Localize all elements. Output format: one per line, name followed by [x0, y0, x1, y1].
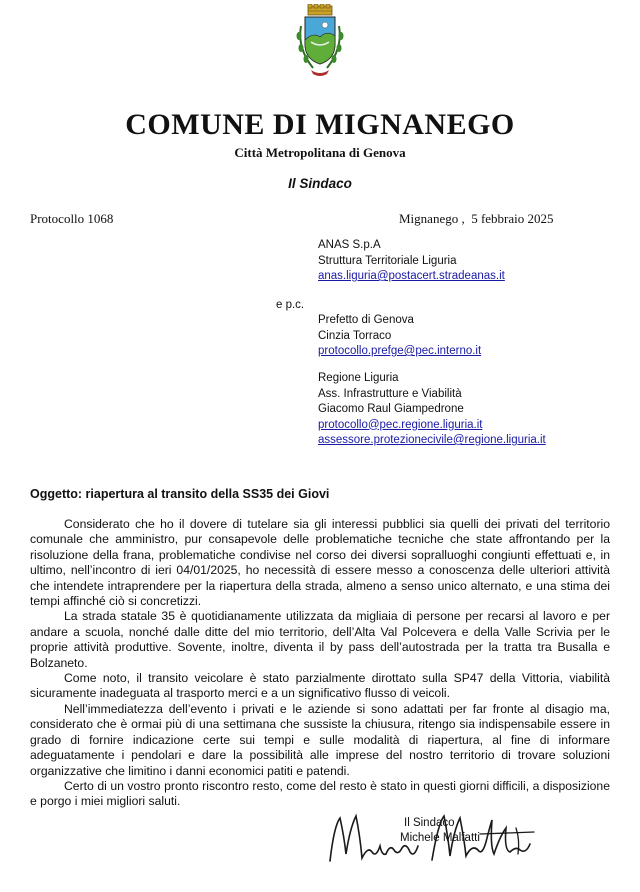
sender-role: Il Sindaco	[288, 176, 352, 191]
body-paragraph: Certo di un vostro pronto riscontro resto, come del resto è stato in questi giorni difficili, a disposizione e porgo i miei migliori saluti.	[30, 778, 610, 809]
municipality-title: COMUNE DI MIGNANEGO	[125, 108, 515, 141]
recipient-line: Prefetto di Genova	[318, 314, 414, 326]
recipient-line: Giacomo Raul Giampedrone	[318, 403, 464, 415]
signature-block	[400, 816, 480, 846]
cc-label: e p.c.	[276, 299, 305, 311]
recipient-anas	[318, 238, 505, 285]
recipient-line: Cinzia Torraco	[318, 329, 392, 342]
recipient-email-link[interactable]: anas.liguria@postacert.stradeanas.it	[318, 270, 505, 282]
signer-role: Il Sindaco	[404, 817, 455, 829]
recipient-email-link[interactable]: protocollo.prefge@pec.interno.it	[318, 345, 482, 357]
letter-body	[30, 517, 610, 810]
recipient-line: Struttura Territoriale Liguria	[318, 254, 457, 267]
place-date: Mignanego , 5 febbraio 2025	[399, 211, 554, 226]
subject-text: Oggetto: riapertura al transito della SS35 dei Giovi	[30, 487, 330, 501]
protocol-number: Protocollo 1068	[30, 211, 114, 226]
metropolitan-city-subtitle: Città Metropolitana di Genova	[234, 145, 406, 160]
signer-name: Michele Malfatti	[400, 832, 480, 844]
recipient-line: Regione Liguria	[318, 372, 399, 384]
body-paragraph: Come noto, il transito veicolare è stato parzialmente dirottato sulla SP47 della Vittoria, viabilità sicuramente inadeguata al trasporto merci e a un significativo flusso di veicoli.	[30, 671, 610, 701]
recipient-line: ANAS S.p.A	[318, 239, 381, 251]
body-paragraph: Nell’immediatezza dell’evento i privati e le aziende si sono adattati per far fronte al disagio ma, considerato che è ormai più di una settimana che sussiste la chiusura, ritengo sia indispensabile essere in grado di fornire indicazione certe sui tempi e sulle modalità di riapertura, al fine di informare adeguatamente i pendolari e dare la possibilità alle imprese del nostro territorio di trovare soluzioni organizzative che limitino i danni economici patiti e patendi.	[30, 701, 610, 778]
recipient-regione	[318, 371, 546, 449]
recipient-line: Ass. Infrastrutture e Viabilità	[318, 387, 462, 400]
recipient-prefetto	[318, 313, 481, 360]
body-paragraph: La strada statale 35 è quotidianamente utilizzata da migliaia di persone per recarsi al lavoro e per andare a scuola, nonché dalle ditte del mio territorio, dell’Alta Val Polcevera e della Valle Scrivia per le proprie attività produttive. Sovente, inoltre, diventa il by pass dell’autostrada per la tratta tra Busalla e Bolzaneto.	[30, 609, 610, 670]
recipient-email-link[interactable]: protocollo@pec.regione.liguria.it	[318, 418, 483, 431]
recipient-email-link[interactable]: assessore.protezionecivile@regione.liguria.it	[318, 434, 546, 446]
subject-line	[30, 487, 329, 501]
municipal-crest-icon	[293, 4, 347, 78]
body-paragraph: Considerato che ho il dovere di tutelare sia gli interessi pubblici sia quelli dei privati del territorio comunale che amministro, pur consapevole delle problematiche tecniche che state affrontando per la risoluzione della frana, problematiche condivise nel corso dei diversi sopralluoghi congiunti effettuati e, in ultimo, nell’incontro di ieri 04/01/2025, ho necessità di essere messo a conoscenza delle ulteriori attività che intendete intraprendere per la riapertura della strada, almeno a senso unico alternato, e una stima dei tempi affinché ciò si concretizzi.	[30, 517, 610, 609]
